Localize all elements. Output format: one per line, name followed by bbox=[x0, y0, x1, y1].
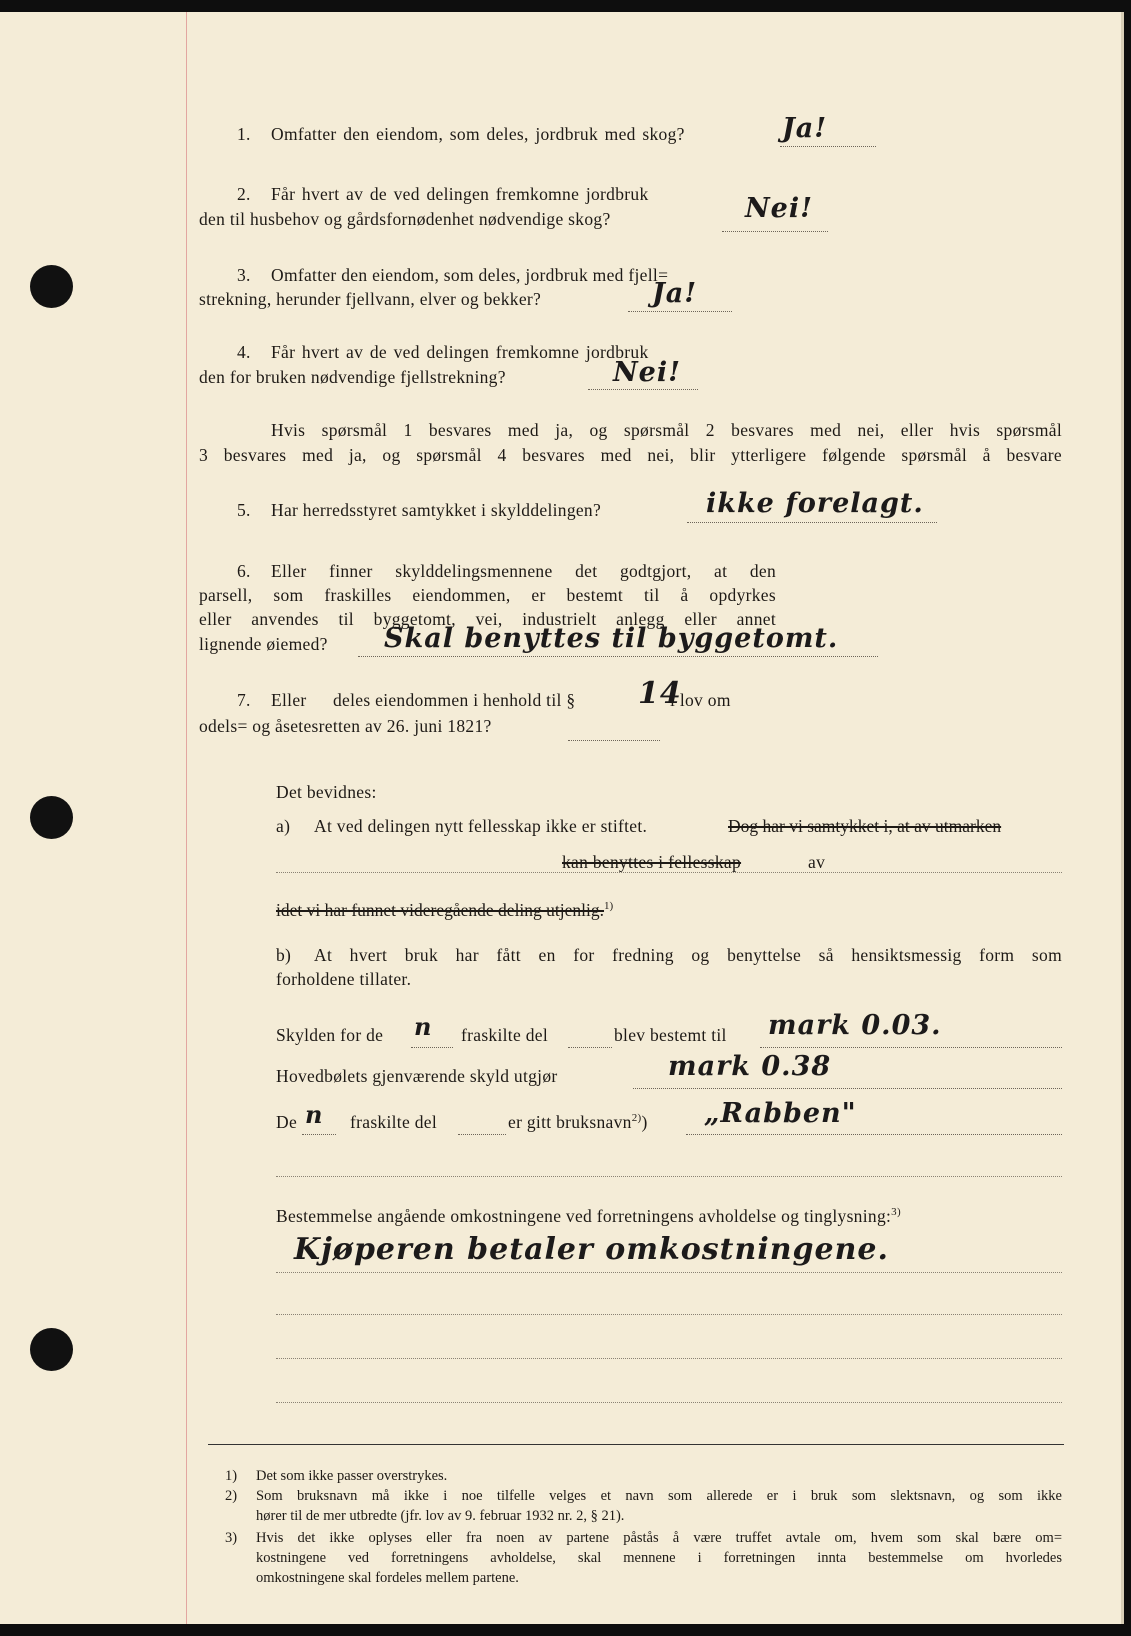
footnote-3-number: 3) bbox=[225, 1530, 238, 1546]
q3-number: 3. bbox=[237, 265, 251, 285]
skyld-label-b: fraskilte del bbox=[461, 1025, 548, 1045]
costs-label: Bestemmelse angående omkostningene ved forretningens avholdelse og tinglysning: bbox=[276, 1206, 892, 1226]
costs-line4 bbox=[276, 1402, 1062, 1403]
q4-line2: den for bruken nødvendige fjellstrekning? bbox=[199, 367, 506, 387]
footnote-ref-3: 3) bbox=[891, 1206, 901, 1219]
instruction-line2: 3 besvares med ja, og spørsmål 4 besvares med nei, blir ytterligere følgende spørsmål å besvare bbox=[199, 445, 1062, 465]
footnote-1-line1: Det som ikke passer overstrykes. bbox=[256, 1468, 448, 1484]
q7-paragraph-number: 14 bbox=[638, 676, 682, 711]
q2-answer: Nei! bbox=[745, 193, 813, 224]
q7-line2: odels= og åsetesretten av 26. juni 1821? bbox=[199, 716, 492, 736]
skyld-label-a: Skylden for de bbox=[276, 1025, 384, 1045]
q6-line4: lignende øiemed? bbox=[199, 634, 328, 654]
cert-b-label: b) bbox=[276, 945, 292, 965]
costs-line2 bbox=[276, 1314, 1062, 1315]
cert-a-struck1: Dog har vi samtykket i, at av utmarken bbox=[728, 816, 1002, 836]
q7-line1: deles eiendommen i henhold til § bbox=[333, 690, 576, 710]
name-extra-line bbox=[276, 1176, 1062, 1177]
cert-b-line1: At hvert bruk har fått en for fredning og benyttelse så hensiktsmessig form som bbox=[314, 945, 1062, 965]
skyld-n: n bbox=[414, 1012, 433, 1041]
name-n-line bbox=[302, 1134, 336, 1135]
cert-a-struck3: idet vi har funnet videregående deling utjenlig. bbox=[276, 900, 605, 920]
skyld-del-line bbox=[568, 1047, 612, 1048]
q5-number: 5. bbox=[237, 500, 251, 520]
margin-line bbox=[186, 12, 187, 1624]
name-label-d: ) bbox=[641, 1112, 648, 1132]
q6-number: 6. bbox=[237, 561, 251, 581]
q5-answer-line bbox=[687, 522, 937, 523]
costs-line3 bbox=[276, 1358, 1062, 1359]
q3-line1: Omfatter den eiendom, som deles, jordbruk med fjell= bbox=[271, 265, 669, 285]
skyld-value: mark 0.03. bbox=[768, 1010, 942, 1041]
q2-number: 2. bbox=[237, 184, 251, 204]
cert-b-line2: forholdene tillater. bbox=[276, 969, 412, 989]
punch-hole bbox=[30, 265, 73, 308]
costs-line1 bbox=[276, 1272, 1062, 1273]
q4-line1: Får hvert av de ved delingen fremkomne jordbruk bbox=[271, 342, 649, 362]
skyld-value-line bbox=[760, 1047, 1062, 1048]
q2-line1: Får hvert av de ved delingen fremkomne jordbruk bbox=[271, 184, 649, 204]
q1-number: 1. bbox=[237, 124, 251, 144]
footnote-3-line2: kostningene ved forretningens avholdelse, skal mennene i forretningen innta bestemmelse om hvorledes bbox=[256, 1550, 1062, 1566]
footnote-2-number: 2) bbox=[225, 1488, 238, 1504]
name-value-line bbox=[686, 1134, 1062, 1135]
name-label-a: De bbox=[276, 1112, 298, 1132]
skyld-n-line bbox=[411, 1047, 453, 1048]
footnote-ref-1: 1) bbox=[604, 900, 614, 913]
q2-line2: den til husbehov og gårdsfornødenhet nødvendige skog? bbox=[199, 209, 611, 229]
q5-answer: ikke forelagt. bbox=[706, 488, 924, 519]
q6-line1: Eller finner skylddelingsmennene det godtgjort, at den bbox=[271, 561, 776, 581]
cert-a-label: a) bbox=[276, 816, 291, 836]
name-label-b: fraskilte del bbox=[350, 1112, 437, 1132]
footnote-3-line1: Hvis det ikke oplyses eller fra noen av partene påstås å være truffet avtale om, hvem som skal bære om= bbox=[256, 1530, 1062, 1546]
cert-a-text: At ved delingen nytt fellesskap ikke er stiftet. bbox=[314, 816, 648, 836]
cert-a-struck2: kan benyttes i fellesskap bbox=[562, 852, 742, 872]
q6-line3: eller anvendes til byggetomt, vei, industrielt anlegg eller annet bbox=[199, 609, 776, 629]
punch-hole bbox=[30, 796, 73, 839]
skyld-label-c: blev bestemt til bbox=[614, 1025, 727, 1045]
q1-text: Omfatter den eiendom, som deles, jordbruk med skog? bbox=[271, 124, 685, 144]
q4-answer-line bbox=[588, 389, 698, 390]
footnote-rule bbox=[208, 1444, 1064, 1445]
footnote-ref-2: 2) bbox=[631, 1112, 642, 1125]
name-label-c: er gitt bruksnavn bbox=[508, 1112, 632, 1132]
costs-value: Kjøperen betaler omkostningene. bbox=[294, 1232, 889, 1267]
hoved-label: Hovedbølets gjenværende skyld utgjør bbox=[276, 1066, 558, 1086]
hoved-value: mark 0.38 bbox=[668, 1051, 832, 1082]
q2-answer-line bbox=[722, 231, 828, 232]
certification-heading: Det bevidnes: bbox=[276, 782, 377, 802]
instruction-line1: Hvis spørsmål 1 besvares med ja, og spørsmål 2 besvares med nei, eller hvis spørsmål bbox=[271, 420, 1062, 440]
q7-answer-line bbox=[568, 740, 660, 741]
cert-a-after2: av bbox=[808, 852, 826, 872]
name-n: n bbox=[305, 1100, 324, 1129]
q3-answer: Ja! bbox=[652, 278, 698, 309]
q7-number: 7. bbox=[237, 690, 251, 710]
q6-line2: parsell, som fraskilles eiendommen, er bestemt til å opdyrkes bbox=[199, 585, 776, 605]
q5-text: Har herredsstyret samtykket i skylddelingen? bbox=[271, 500, 602, 520]
q6-answer-line bbox=[358, 656, 878, 657]
q4-answer: Nei! bbox=[613, 357, 681, 388]
name-value: „Rabben" bbox=[704, 1098, 857, 1129]
q7-eller: Eller bbox=[271, 690, 307, 710]
q7-line1-end: i lov om bbox=[670, 690, 731, 710]
hoved-value-line bbox=[633, 1088, 1062, 1089]
q3-answer-line bbox=[628, 311, 732, 312]
q1-answer: Ja! bbox=[782, 113, 828, 144]
q3-line2: strekning, herunder fjellvann, elver og bekker? bbox=[199, 289, 542, 309]
q1-answer-line bbox=[780, 146, 876, 147]
footnote-1-number: 1) bbox=[225, 1468, 238, 1484]
name-del-line bbox=[458, 1134, 506, 1135]
footnote-2-line1: Som bruksnavn må ikke i noe tilfelle velges et navn som allerede er i bruk som slektsnavn, og som ikke bbox=[256, 1488, 1062, 1504]
document-page bbox=[0, 12, 1124, 1624]
q6-answer: Skal benyttes til byggetomt. bbox=[384, 623, 839, 654]
footnote-3-line3: omkostningene skal fordeles mellem partene. bbox=[256, 1570, 519, 1586]
q4-number: 4. bbox=[237, 342, 251, 362]
footnote-2-line2: hører til de mer utbredte (jfr. lov av 9. februar 1932 nr. 2, § 21). bbox=[256, 1508, 625, 1524]
punch-hole bbox=[30, 1328, 73, 1371]
